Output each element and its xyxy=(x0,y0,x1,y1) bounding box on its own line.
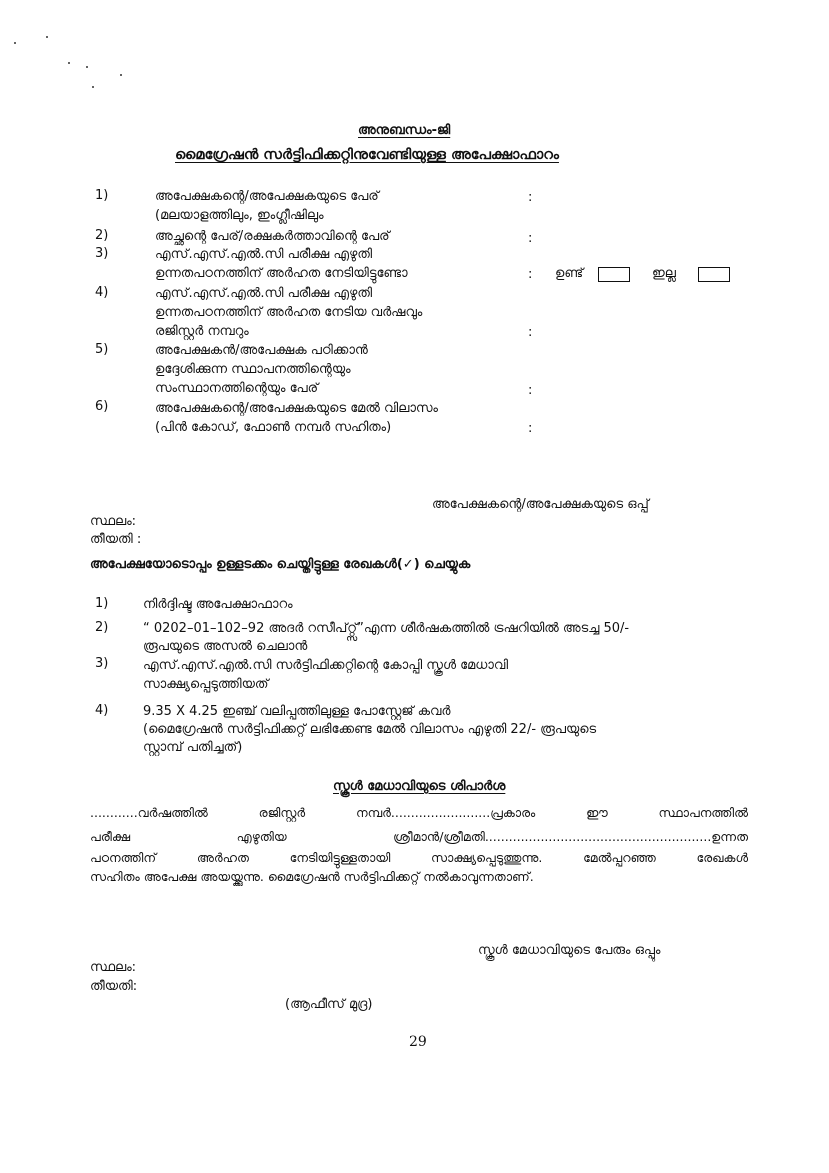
scan-speck xyxy=(120,74,122,76)
enclosure-text: എസ്.എസ്.എൽ.സി സർട്ടിഫിക്കറ്റിന്റെ കോപ്പി സ്കൂൾ മേധാവി xyxy=(143,658,509,673)
field-label: അച്ഛന്റെ പേര്/രക്ഷകർത്താവിന്റെ പേര് xyxy=(155,229,390,244)
option-no-checkbox[interactable] xyxy=(698,267,730,282)
scan-speck xyxy=(14,42,16,44)
field-label: സംസ്ഥാനത്തിന്റെയും പേര് xyxy=(155,381,319,396)
recommendation-line: സഹിതം അപേക്ഷ അയയ്ക്കുന്നു. മൈഗ്രേഷൻ സർട്ടിഫിക്കറ്റ് നൽകാവുന്നതാണ്. xyxy=(90,869,534,884)
field-label: എസ്.എസ്.എൽ.സി പരീക്ഷ എഴുതി xyxy=(155,247,373,262)
recommendation-heading: സ്കൂൾ മേധാവിയുടെ ശിപാർശ xyxy=(333,779,506,794)
field-label: ഉദ്ദേശിക്കുന്ന സ്ഥാപനത്തിന്റെയും xyxy=(155,362,351,377)
applicant-signature-label: അപേക്ഷകന്റെ/അപേക്ഷകയുടെ ഒപ്പ് xyxy=(432,497,649,512)
field-number: 2) xyxy=(95,228,109,243)
enclosure-text: “ 0202–01–102–92 അദർ റസീപ്റ്റ്സ്”എന്ന ശീർഷകത്തിൽ ട്രഷറിയിൽ അടച്ച 50/- xyxy=(143,621,630,636)
annex-label: അനുബന്ധം-ജി xyxy=(358,123,451,138)
date-label: തീയതി: xyxy=(90,979,138,994)
field-colon: : xyxy=(528,190,533,205)
field-label: ഉന്നതപഠനത്തിന് അർഹത നേടിയ വർഷവും xyxy=(155,305,423,320)
field-number: 4) xyxy=(95,285,109,300)
recommendation-line: പരീക്ഷ എഴുതിയ ശ്രീമാൻ/ശ്രീമതി.........................................................ഉന്നത xyxy=(90,829,748,844)
head-signature-label: സ്കൂൾ മേധാവിയുടെ പേരും ഒപ്പും xyxy=(478,943,661,958)
enclosure-number: 4) xyxy=(95,703,109,718)
page-number: 29 xyxy=(409,1034,427,1050)
field-number: 5) xyxy=(95,342,109,357)
enclosure-text: (മൈഗ്രേഷൻ സർട്ടിഫിക്കറ്റ് ലഭിക്കേണ്ട മേൽ വിലാസം എഴുതി 22/- രൂപയുടെ xyxy=(143,722,597,737)
enclosures-heading: അപേക്ഷയോടൊപ്പം ഉള്ളടക്കം ചെയ്തിട്ടുള്ള രേഖകൾ(✓) ചെയ്യുക xyxy=(90,557,471,572)
field-colon: : xyxy=(528,383,533,398)
field-label: അപേക്ഷകൻ/അപേക്ഷക പഠിക്കാൻ xyxy=(155,343,368,358)
enclosure-number: 2) xyxy=(95,620,109,635)
enclosure-text: സാക്ഷ്യപ്പെടുത്തിയത് xyxy=(143,677,269,692)
date-label: തീയതി : xyxy=(90,532,142,547)
field-colon: : xyxy=(528,267,533,282)
place-label: സ്ഥലം: xyxy=(90,514,137,529)
field-number: 1) xyxy=(95,188,109,203)
field-label: (പിൻ കോഡ്, ഫോൺ നമ്പർ സഹിതം) xyxy=(155,420,392,435)
field-colon: : xyxy=(528,231,533,246)
field-number: 6) xyxy=(95,399,109,414)
field-label: അപേക്ഷകന്റെ/അപേക്ഷകയുടെ പേര് xyxy=(155,189,379,204)
page-title: മൈഗ്രേഷൻ സർട്ടിഫിക്കറ്റിനുവേണ്ടിയുള്ള അപേക്ഷാഫാറം xyxy=(175,147,559,163)
recommendation-line: ............വർഷത്തിൽ രജിസ്റ്റർ നമ്പർ.........................പ്രകാരം ഈ സ്ഥാപനത്തിൽ xyxy=(90,805,748,820)
field-number: 3) xyxy=(95,246,109,261)
office-seal-label: (ആഫീസ് മുദ്ര) xyxy=(285,997,373,1012)
field-colon: : xyxy=(528,325,533,340)
enclosure-text: രൂപയുടെ അസൽ ചെലാൻ xyxy=(143,639,308,654)
option-yes-label: ഉണ്ട് xyxy=(555,266,584,281)
enclosure-number: 3) xyxy=(95,656,109,671)
field-label: രജിസ്റ്റർ നമ്പറും xyxy=(155,324,249,339)
field-label: ഉന്നതപഠനത്തിന് അർഹത നേടിയിട്ടുണ്ടോ xyxy=(155,266,408,281)
enclosure-text: നിർദ്ദിഷ്ട അപേക്ഷാഫാറം xyxy=(143,597,293,612)
scan-speck xyxy=(46,36,48,38)
recommendation-line: പഠനത്തിന് അർഹത നേടിയിട്ടുള്ളതായി സാക്ഷ്യപ്പെടുത്തുന്നു. മേൽപ്പറഞ്ഞ രേഖകൾ xyxy=(90,850,748,865)
option-no-label: ഇല്ല xyxy=(652,266,676,281)
field-colon: : xyxy=(528,421,533,436)
field-label: അപേക്ഷകന്റെ/അപേക്ഷകയുടെ മേൽ വിലാസം xyxy=(155,401,439,416)
place-label: സ്ഥലം: xyxy=(90,960,137,975)
enclosure-number: 1) xyxy=(95,596,109,611)
field-label: എസ്.എസ്.എൽ.സി പരീക്ഷ എഴുതി xyxy=(155,286,373,301)
field-label: (മലയാളത്തിലും, ഇംഗ്ലീഷിലും xyxy=(155,208,324,223)
option-yes-checkbox[interactable] xyxy=(598,267,630,282)
scan-speck xyxy=(86,66,88,68)
scan-speck xyxy=(68,62,70,64)
scan-speck xyxy=(92,86,94,88)
enclosure-text: 9.35 X 4.25 ഇഞ്ച് വലിപ്പത്തിലുള്ള പോസ്റ്റേജ് കവർ xyxy=(143,704,451,719)
enclosure-text: സ്റ്റാമ്പ് പതിച്ചത്) xyxy=(143,740,243,755)
